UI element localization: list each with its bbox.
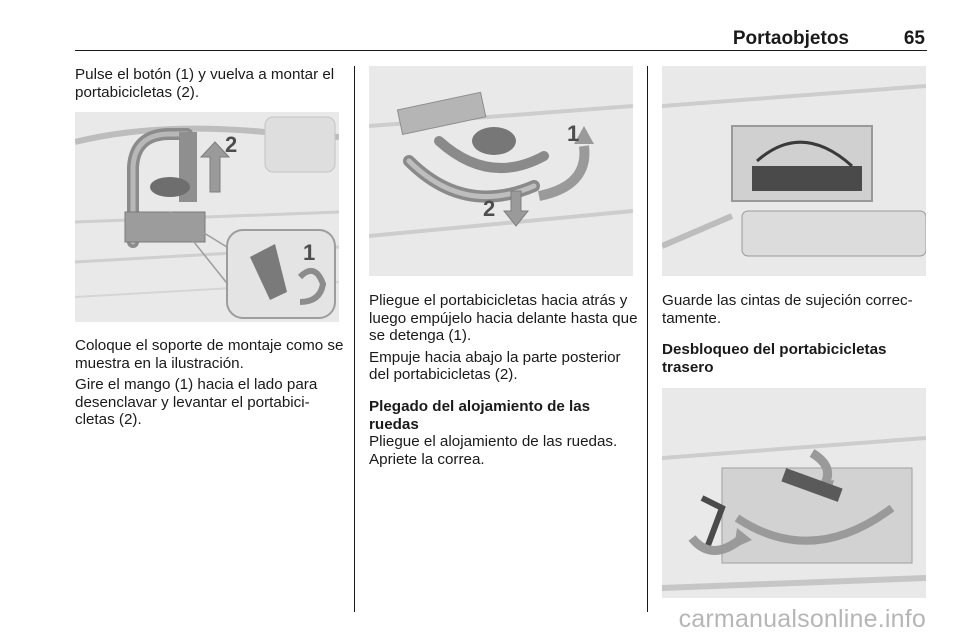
paragraph-pliegue-portabicicletas: Pliegue el portabicicletas hacia atrás y luego empújelo hacia delante hasta que se detenga (1). [369,292,638,345]
heading-plegado-alojamiento: Plegado del alojamiento de las ruedas [369,397,591,433]
illustration-bike-carrier-handle [75,112,339,322]
illustration-store-straps [662,66,926,276]
paragraph-empuje-parte-posterior: Empuje hacia abajo la parte posterior del portabicicletas (2). [369,348,621,384]
paragraph-guarde-cintas: Guarde las cintas de sujeción correc-tamente. [662,292,913,327]
figure1-callout-1: 1 [303,240,316,265]
column-3-text [662,292,930,376]
column-divider-2 [647,66,648,612]
heading-desbloqueo-trasero: Desbloqueo del portabicicletas trasero [662,341,887,376]
watermark: carmanualsonline.info [678,605,926,633]
figure2-callout-2: 2 [483,196,496,221]
paragraph-coloque-soporte: Coloque el soporte de montaje como se muestra en la ilustración. [75,337,344,372]
illustration-fold-carrier [369,66,633,276]
figure2-callout-1: 1 [567,121,580,146]
illustration-unlock-rear-carrier [662,388,926,598]
column-divider-1 [354,66,355,612]
figure1-callout-2: 2 [225,132,238,157]
page-title: Portaobjetos [732,28,849,49]
column-1-bottom [75,337,347,429]
paragraph-gire-mango: Gire el mango (1) hacia el lado para desenclavar y levantar el portabici-cletas (2). [75,376,318,429]
paragraph-pliegue-alojamiento: Pliegue el alojamiento de las ruedas. Apriete la correa. [369,433,618,468]
page-header [75,26,927,51]
page-number: 65 [903,28,925,49]
paragraph-pulse-boton: Pulse el botón (1) y vuelva a montar el portabicicletas (2). [75,66,335,101]
column-1-top [75,66,347,101]
column-2-text [369,292,643,468]
